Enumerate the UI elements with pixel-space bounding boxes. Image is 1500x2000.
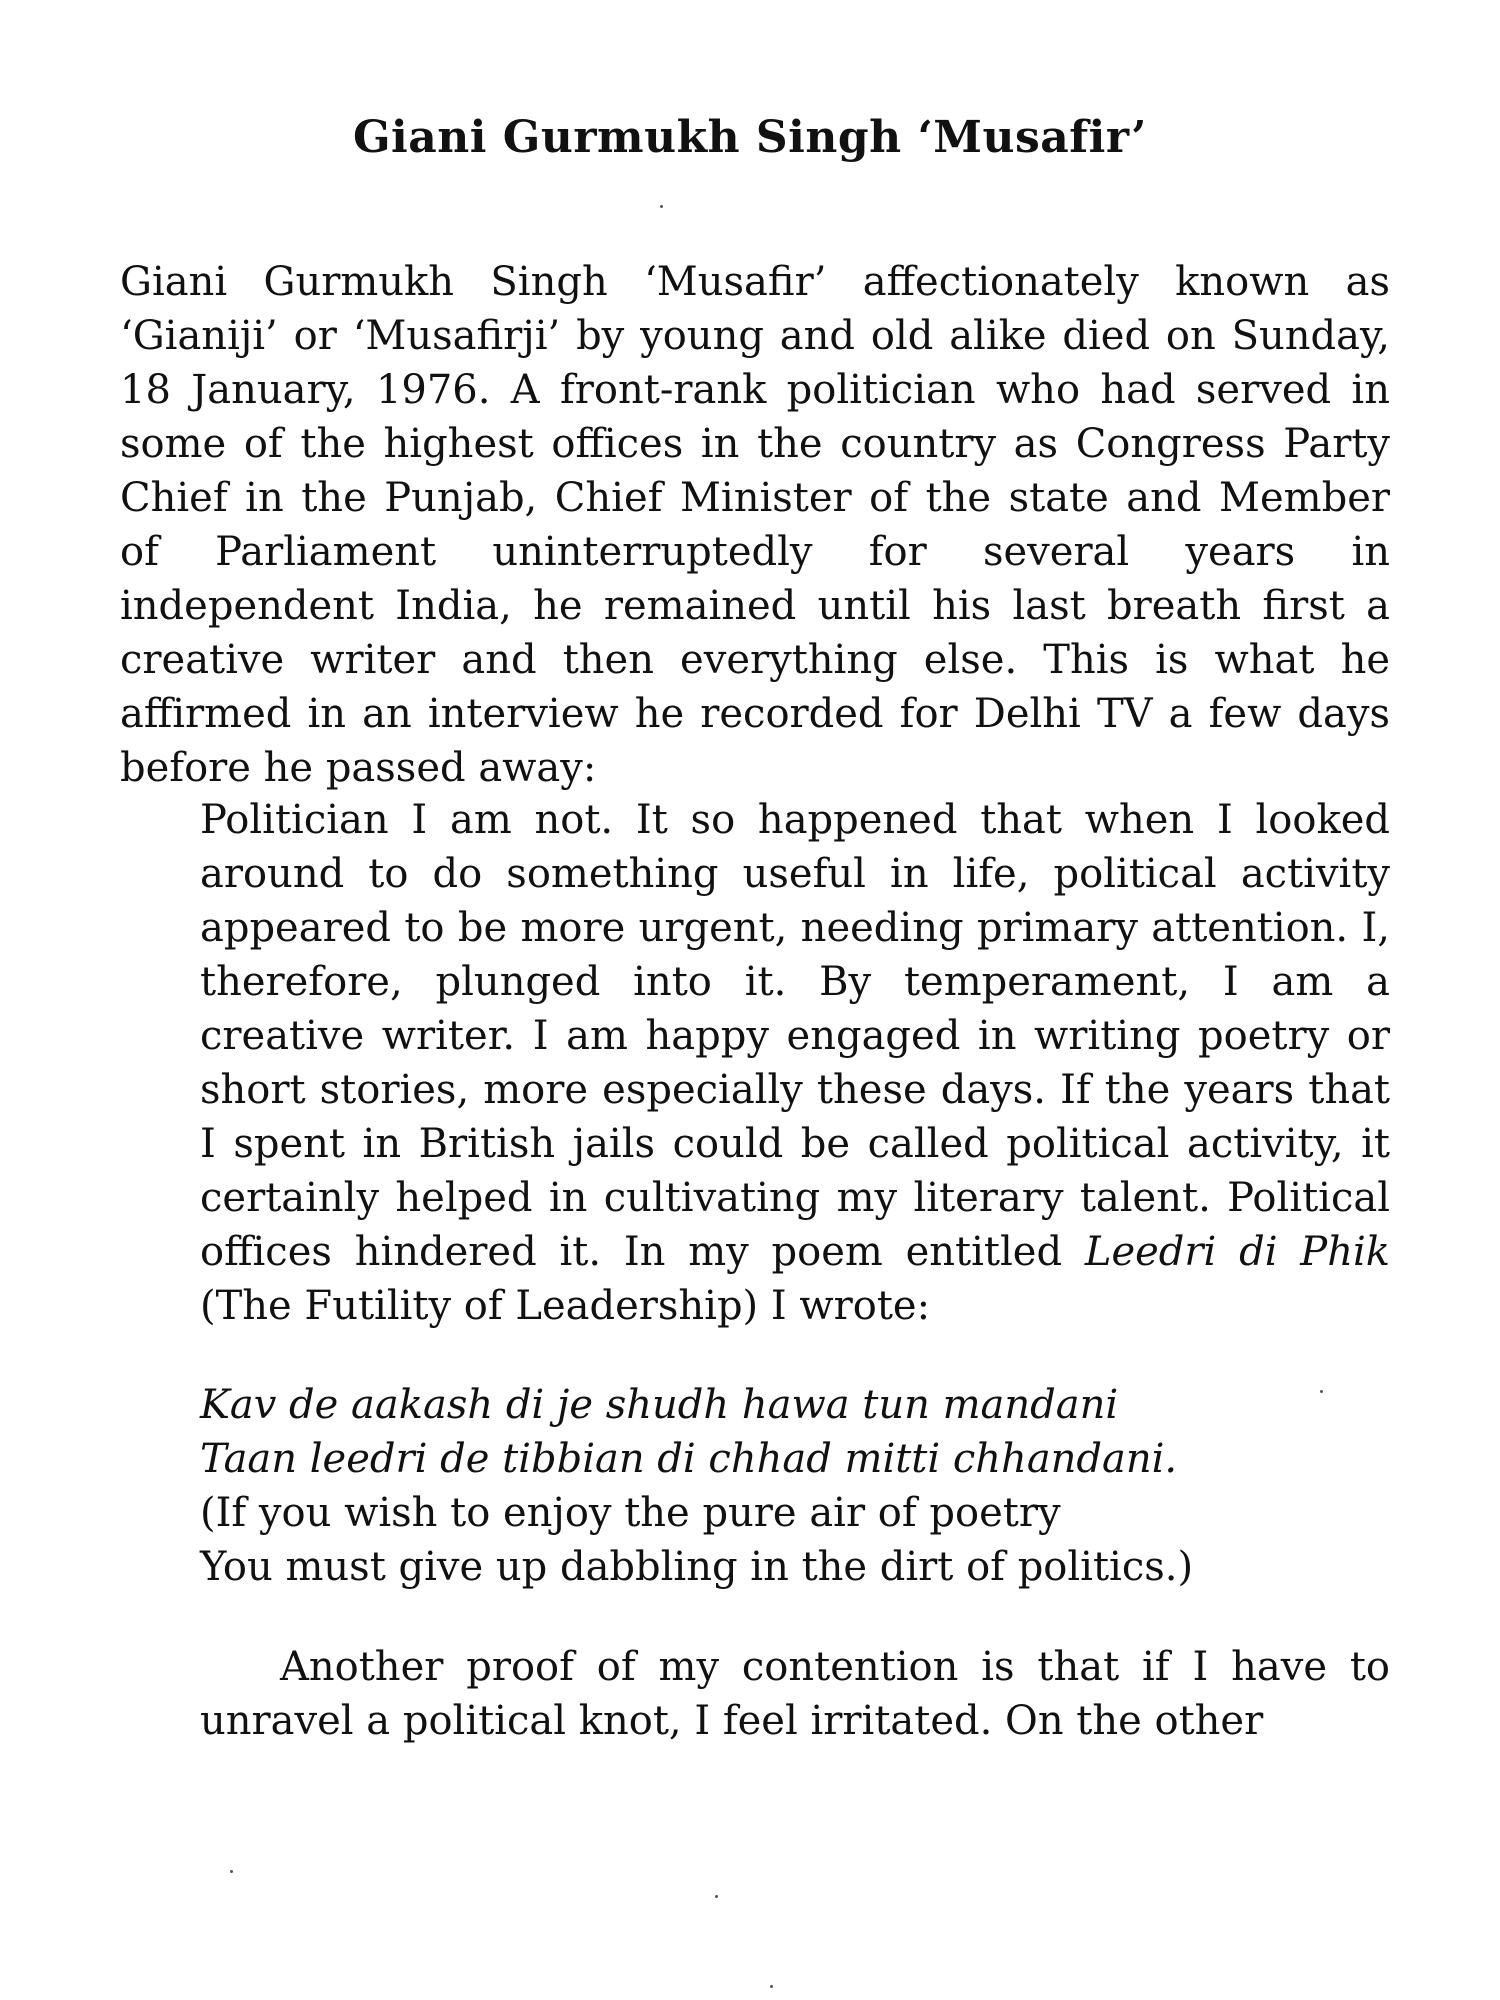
poem-verse	[200, 1378, 1390, 1594]
interview-quote	[200, 793, 1390, 1333]
scan-speck	[1320, 1390, 1323, 1393]
poem-title: Leedri di Phik	[1084, 1229, 1390, 1275]
quote-text-before: Politician I am not. It so happened that when I looked around to do something useful in life, political activity appeared to be more urgent, needing primary attention. I, therefore, plunged into it. By temperament, I am a creative writer. I am happy engaged in writing poetry or short stories, more especially these days. If the years that I spent in British jails could be called political activity, it certainly helped in cultivating my literary talent. Political offices hindered it. In my poem entitled	[200, 797, 1390, 1275]
verse-english-line-2: You must give up dabbling in the dirt of politics.)	[200, 1544, 1194, 1590]
intro-paragraph: Giani Gurmukh Singh ‘Musafir’ affectionately known as ‘Gianiji’ or ‘Musafirji’ by young and old alike died on Sunday, 18 January, 1976. A front-rank politician who had served in some of the highest offices in the country as Congress Party Chief in the Punjab, Chief Minister of the state and Member of Parliament uninterruptedly for several years in independent India, he remained until his last breath first a creative writer and then everything else. This is what he affirmed in an interview he recorded for Delhi TV a few days before he passed away:	[120, 259, 1390, 791]
continuation-paragraph: Another proof of my contention is that if I have to unravel a political knot, I feel irritated. On the other	[200, 1644, 1390, 1744]
verse-punjabi-line-1: Kav de aakash di je shudh hawa tun mandani	[200, 1382, 1119, 1428]
scan-speck	[660, 205, 663, 208]
page-title: Giani Gurmukh Singh ‘Musafir’	[352, 112, 1148, 163]
quote-text-after: (The Futility of Leadership) I wrote:	[200, 1283, 931, 1329]
verse-english-line-1: (If you wish to enjoy the pure air of poetry	[200, 1490, 1061, 1536]
scan-speck	[715, 1895, 718, 1898]
verse-punjabi-line-2: Taan leedri de tibbian di chhad mitti chhandani.	[200, 1436, 1178, 1482]
scan-speck	[230, 1870, 233, 1873]
scan-speck	[770, 1985, 773, 1988]
